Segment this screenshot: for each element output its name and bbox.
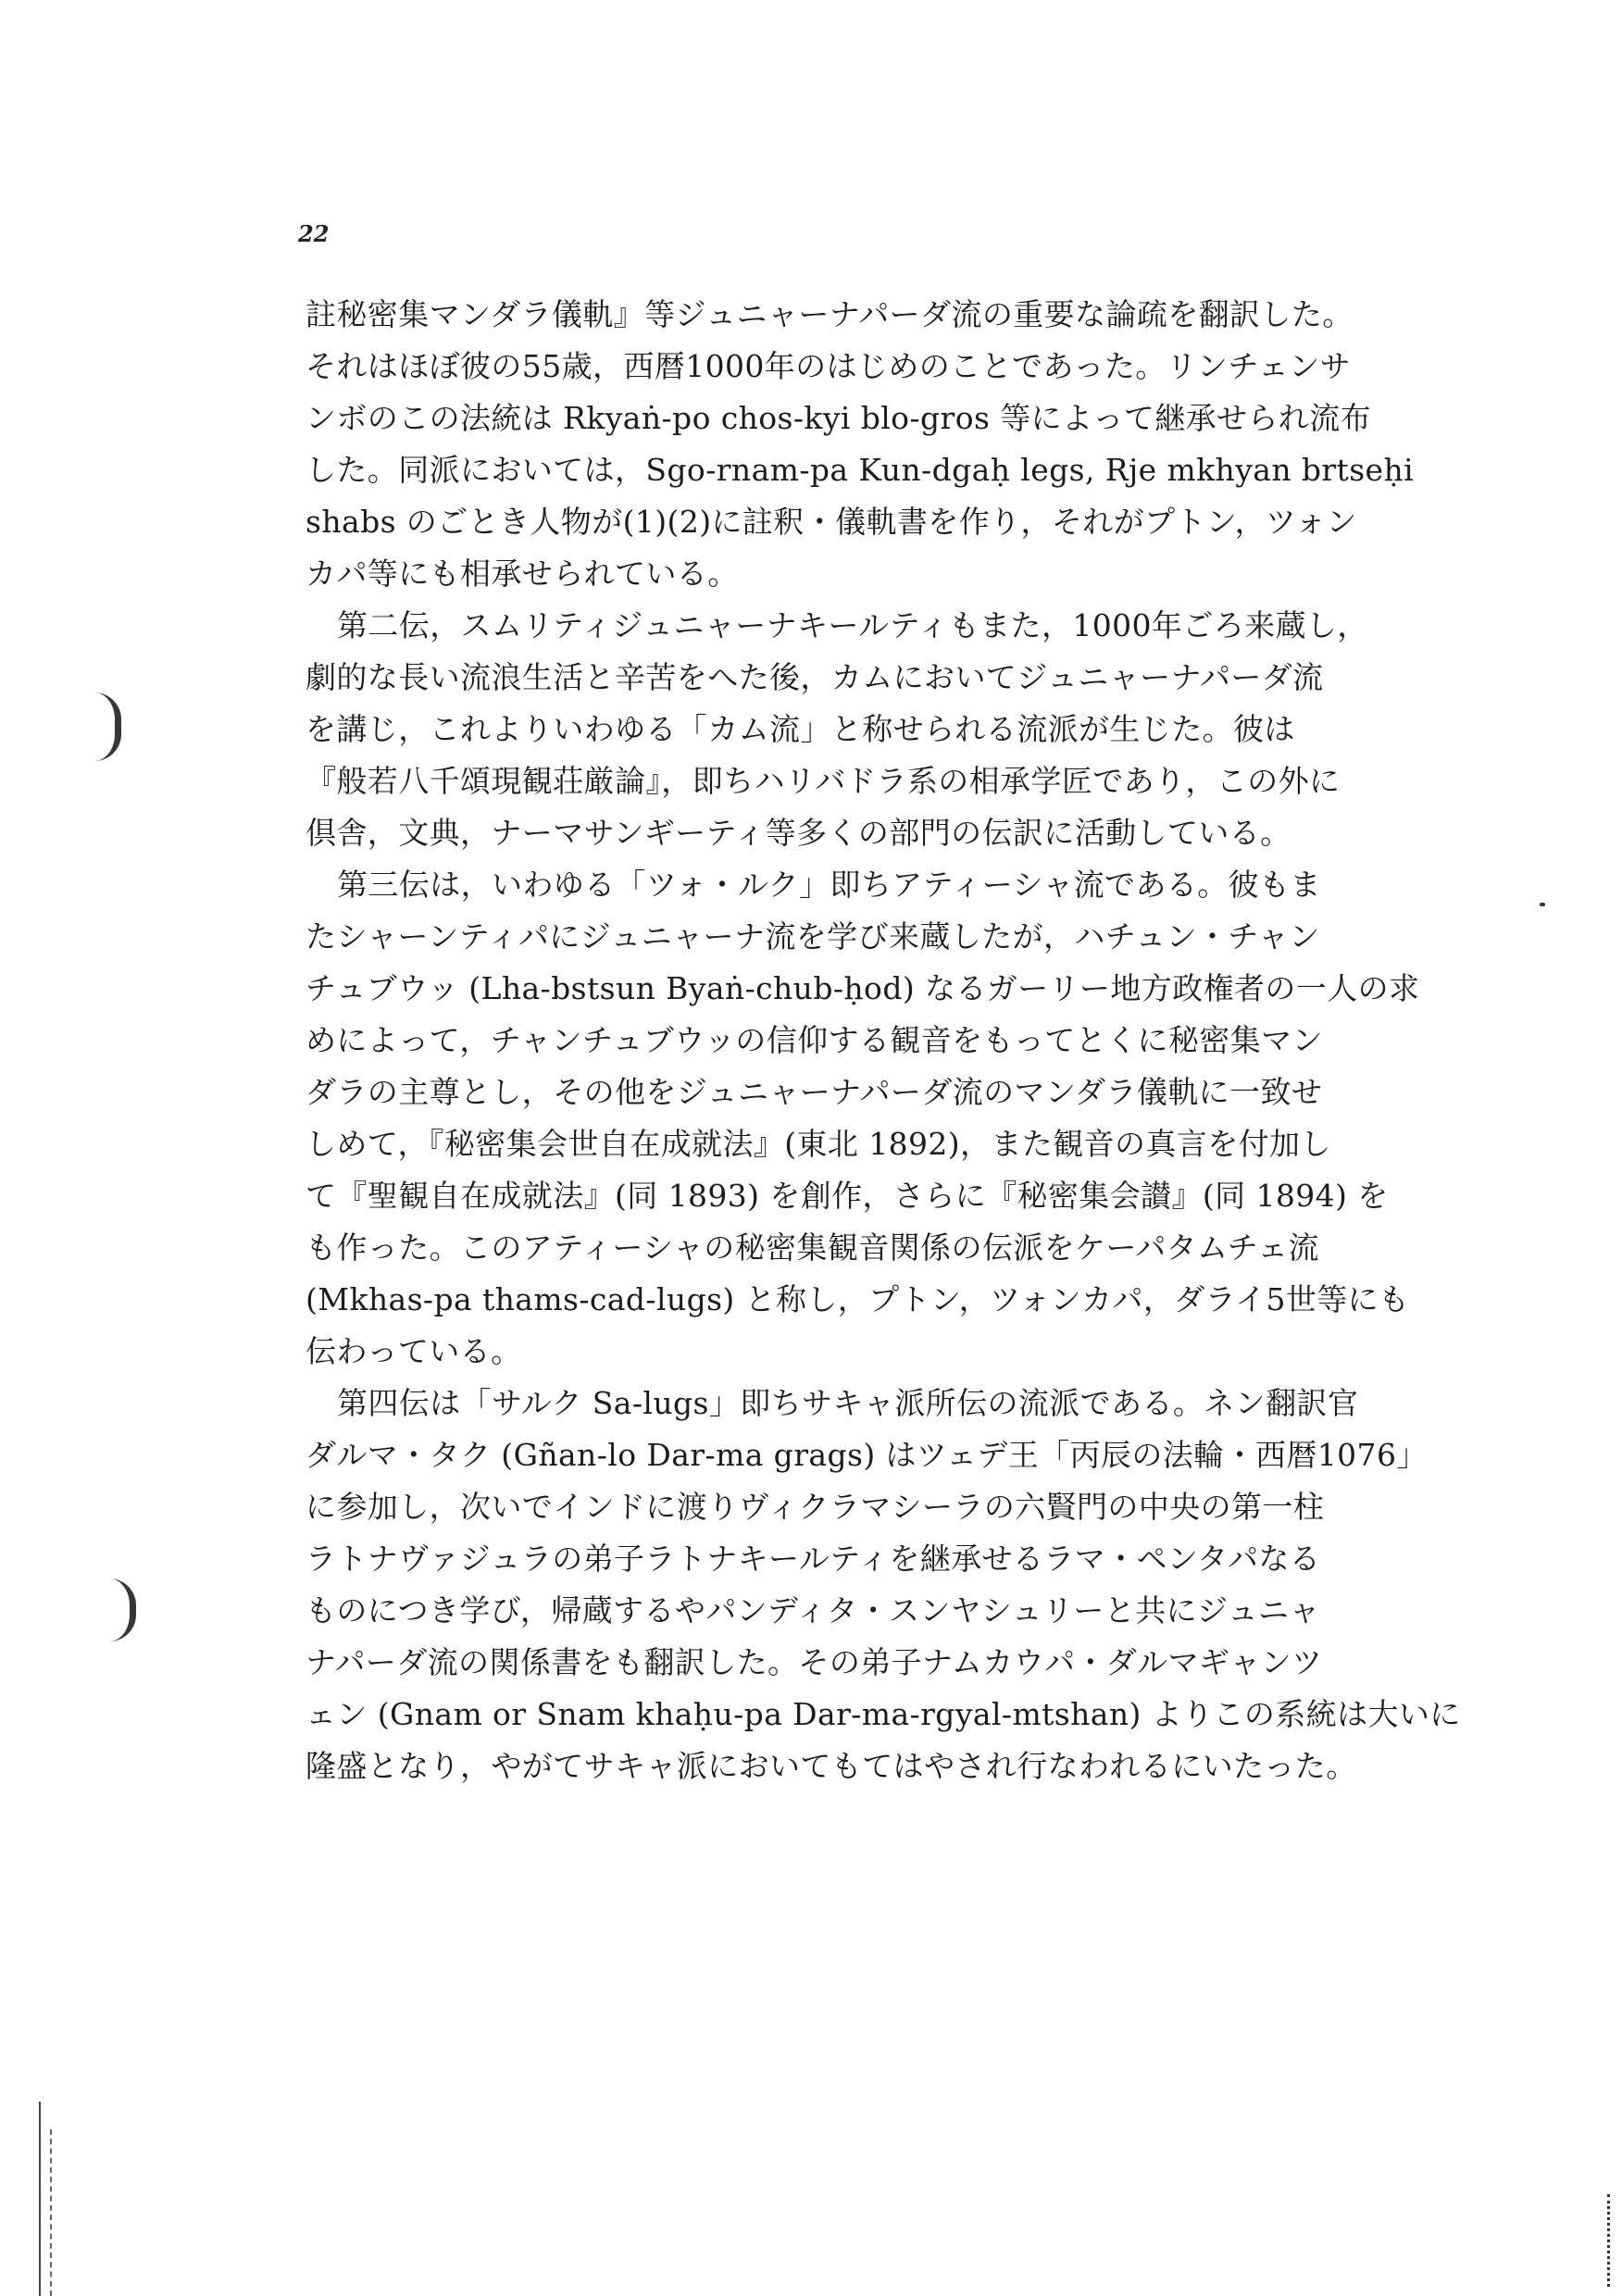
- text-line: (Mkhas-pa thams-cad-lugs) と称し，プトン，ツォンカパ，ダライ5世等にも: [306, 1281, 1410, 1317]
- page-edge-mark: [39, 2102, 41, 2296]
- paragraph-start-line: 第四伝は「サルク Sa-lugs」即ちサキャ派所伝の流派である。ネン翻訳官: [337, 1385, 1359, 1421]
- page-edge-mark: [50, 2129, 52, 2296]
- text-line: shabs のごとき人物が(1)(2)に註釈・儀軌書を作り，それがプトン，ツォン: [306, 504, 1357, 540]
- text-line: も作った。このアティーシャの秘密集観音関係の伝派をケーパタムチェ流: [306, 1229, 1319, 1266]
- binding-shadow-mark: [94, 693, 121, 761]
- text-line: ダルマ・タク (Gñan-lo Dar-ma grags) はツェデ王「丙辰の法輪・西暦1076」: [306, 1437, 1428, 1473]
- text-line: ナパーダ流の関係書をも翻訳した。その弟子ナムカウパ・ダルマギャンツ: [306, 1644, 1323, 1680]
- text-line: 倶舎，文典，ナーマサンギーティ等多くの部門の伝訳に活動している。: [306, 815, 1291, 851]
- scan-speck: [1540, 903, 1545, 906]
- text-line: 隆盛となり，やがてサキャ派においてもてはやされ行なわれるにいたった。: [306, 1748, 1357, 1784]
- text-line: ダラの主尊とし，その他をジュニャーナパーダ流のマンダラ儀軌に一致せ: [306, 1074, 1323, 1110]
- text-line: ラトナヴァジュラの弟子ラトナキールティを継承せるラマ・ペンタパなる: [306, 1541, 1321, 1577]
- paragraph-start-line: 第三伝は，いわゆる「ツォ・ルク」即ちアティーシャ流である。彼もま: [337, 867, 1321, 903]
- text-line: しめて，『秘密集会世自在成就法』(東北 1892)，また観音の真言を付加し: [306, 1126, 1331, 1162]
- text-line: ンボのこの法統は Rkyaṅ-po chos-kyi blo-gros 等によって継承せられ流布: [306, 400, 1371, 436]
- text-line: それはほぼ彼の55歳，西暦1000年のはじめのことであった。リンチェンサ: [306, 348, 1352, 384]
- scan-specks: [1607, 2194, 1614, 2287]
- text-line: たシャーンティパにジュニャーナ流を学び来蔵したが，ハチュン・チャン: [306, 918, 1320, 955]
- text-line: 註秘密集マンダラ儀軌』等ジュニャーナパーダ流の重要な論疏を翻訳した。: [306, 296, 1354, 332]
- text-line: チュブウッ (Lha-bstsun Byaṅ-chub-ḥod) なるガーリー地方政権者の一人の求: [306, 970, 1420, 1006]
- text-line: カパ等にも相承せられている。: [306, 555, 739, 592]
- text-line: 劇的な長い流浪生活と辛苦をへた後，カムにおいてジュニャーナパーダ流: [306, 659, 1324, 695]
- text-line: て『聖観自在成就法』(同 1893) を創作，さらに『秘密集会讃』(同 1894) を: [306, 1178, 1389, 1214]
- text-line: 『般若八千頌現観荘厳論』，即ちハリバドラ系の相承学匠であり，この外に: [306, 763, 1341, 799]
- page-number: 22: [298, 220, 330, 247]
- body-text: [306, 289, 1461, 1792]
- text-line: した。同派においては，Sgo-rnam-pa Kun-dgaḥ legs, Rje mkhyan brtseḥi: [306, 452, 1415, 488]
- binding-shadow-mark: [109, 1578, 136, 1641]
- text-line: めによって，チャンチュブウッの信仰する観音をもってとくに秘密集マン: [306, 1022, 1323, 1058]
- text-line: を講じ，これよりいわゆる「カム流」と称せられる流派が生じた。彼は: [306, 711, 1295, 747]
- text-line: ェン (Gnam or Snam khaḥu-pa Dar-ma-rgyal-mtshan) よりこの系統は大いに: [306, 1696, 1461, 1732]
- paragraph-start-line: 第二伝，スムリティジュニャーナキールティもまた，1000年ごろ来蔵し，: [337, 607, 1368, 643]
- text-line: ものにつき学び，帰蔵するやパンディタ・スンヤシュリーと共にジュニャ: [306, 1592, 1320, 1628]
- text-line: 伝わっている。: [306, 1333, 522, 1369]
- text-line: に参加し，次いでインドに渡りヴィクラマシーラの六賢門の中央の第一柱: [306, 1489, 1325, 1525]
